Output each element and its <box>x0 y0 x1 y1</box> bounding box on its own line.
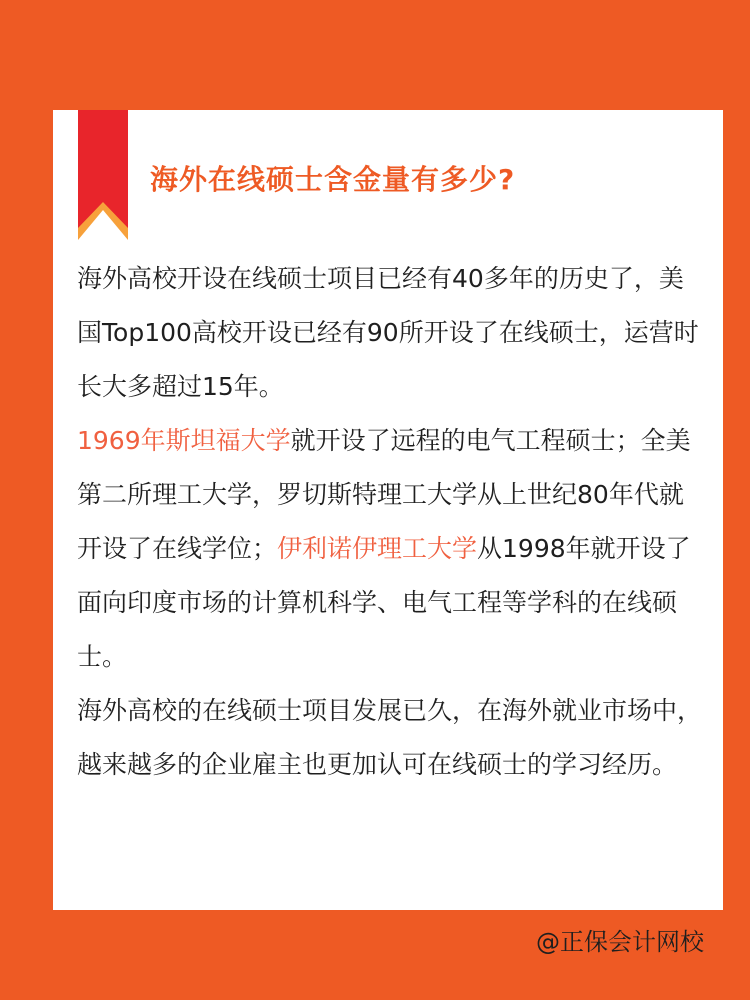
bookmark-ribbon-icon <box>78 110 128 242</box>
paragraph-conclusion: 海外高校的在线硕士项目发展已久，在海外就业市场中，越来越多的企业雇主也更加认可在线硕士的学习经历。 <box>77 696 703 779</box>
paragraph-examples-text-2: 从1998年就开设了面向印度市场的计算机科学、电气工程等学科的在线硕士。 <box>77 534 691 671</box>
article-body <box>77 252 707 792</box>
highlight-stanford: 1969年斯坦福大学 <box>77 426 291 455</box>
paragraph-examples <box>77 414 707 684</box>
highlight-illinois-tech: 伊利诺伊理工大学 <box>277 534 478 563</box>
footer-brand: @正保会计网校 <box>536 928 704 956</box>
page-title: 海外在线硕士含金量有多少? <box>150 163 516 196</box>
paragraph-examples-text-1: 就开设了远程的电气工程硕士；全美第二所理工大学，罗切斯特理工大学从上世纪80年代就开设了在线学位； <box>77 426 691 563</box>
paragraph-history: 海外高校开设在线硕士项目已经有40多年的历史了，美国Top100高校开设已经有90所开设了在线硕士，运营时长大多超过15年。 <box>77 264 699 401</box>
